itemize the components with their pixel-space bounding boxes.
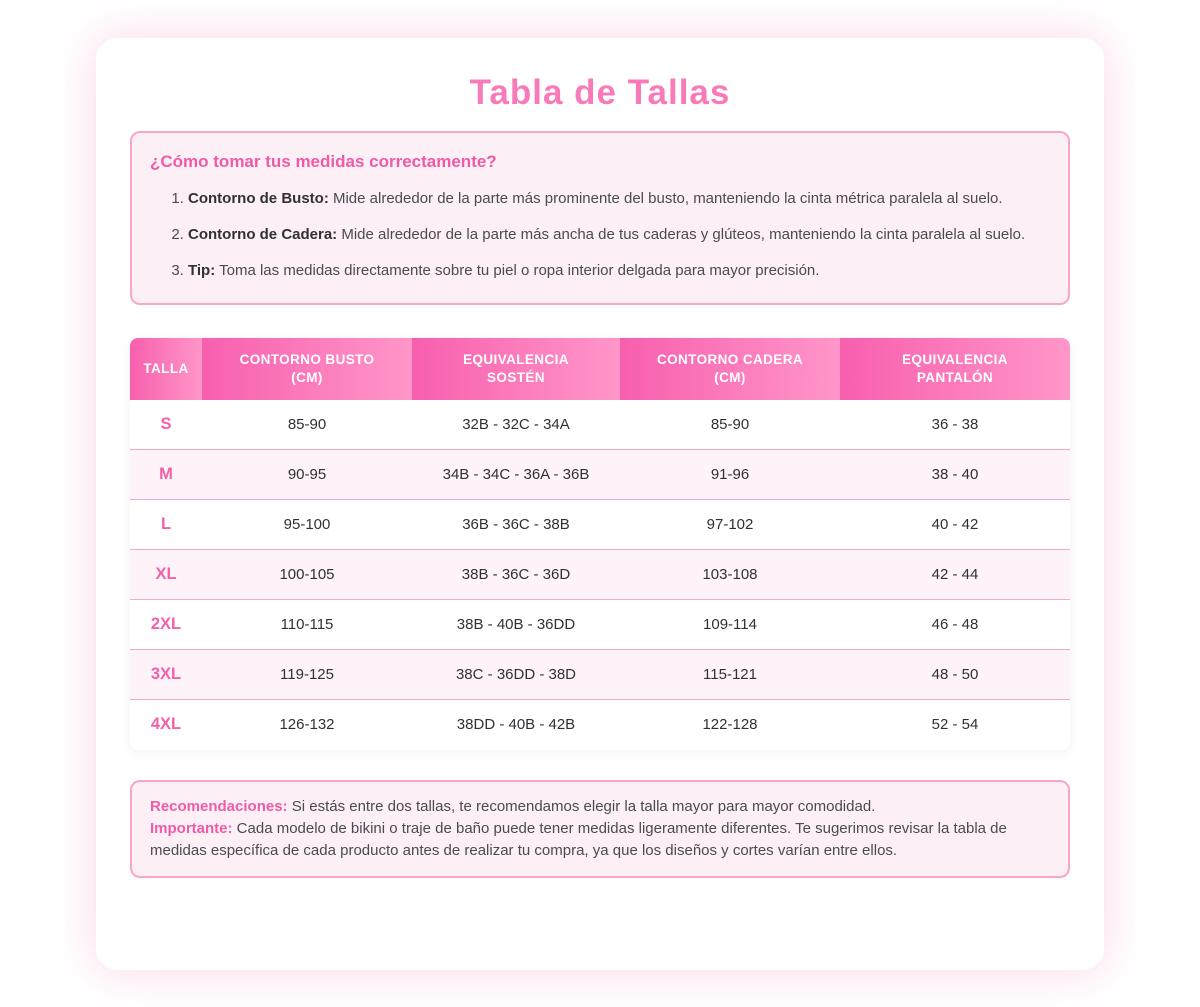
instructions-heading: ¿Cómo tomar tus medidas correctamente? xyxy=(150,151,497,171)
cell-hip: 103-108 xyxy=(620,550,840,600)
size-table-body xyxy=(130,400,1070,750)
table-row xyxy=(130,500,1070,550)
cell-bust: 119-125 xyxy=(202,650,412,700)
cell-hip: 122-128 xyxy=(702,716,758,734)
cell-bra: 38DD - 40B - 42B xyxy=(456,716,576,734)
cell-size: XL xyxy=(130,550,202,600)
instruction-item xyxy=(188,223,1050,247)
column-header-talla xyxy=(130,338,202,400)
cell-hip: 85-90 xyxy=(620,400,840,450)
cell-bra: 38C - 36DD - 38D xyxy=(412,650,620,700)
cell-size: L xyxy=(130,500,202,550)
size-table xyxy=(130,338,1070,750)
cell-bust: 126-132 xyxy=(279,716,335,734)
column-header-contorno-cadera xyxy=(620,338,840,400)
cell-bust: 100-105 xyxy=(202,550,412,600)
table-row xyxy=(130,450,1070,500)
instruction-label: Contorno de Busto: xyxy=(188,189,329,207)
cell-size: 4XL xyxy=(150,715,182,734)
cell-bust: 90-95 xyxy=(202,450,412,500)
cell-bust: 110-115 xyxy=(202,600,412,650)
cell-pant: 46 - 48 xyxy=(840,600,1070,650)
size-table-header xyxy=(130,338,1070,400)
cell-pant: 38 - 40 xyxy=(840,450,1070,500)
table-row xyxy=(130,700,1070,750)
instructions-list xyxy=(150,187,1050,283)
instruction-text: Toma las medidas directamente sobre tu piel o ropa interior delgada para mayor precisión. xyxy=(219,261,820,279)
column-header-equivalencia-pantalon xyxy=(840,338,1070,400)
column-header-equivalencia-sosten-label: EQUIVALENCIA SOSTÉN xyxy=(463,352,569,385)
cell-bra: 38B - 36C - 36D xyxy=(412,550,620,600)
cell-size: 3XL xyxy=(130,650,202,700)
cell-bra: 38B - 40B - 36DD xyxy=(412,600,620,650)
cell-bra: 36B - 36C - 38B xyxy=(412,500,620,550)
instruction-label: Contorno de Cadera: xyxy=(188,225,338,243)
cell-size: M xyxy=(130,450,202,500)
cell-pant: 36 - 38 xyxy=(840,400,1070,450)
cell-bust: 95-100 xyxy=(202,500,412,550)
important-label: Importante: xyxy=(150,819,233,837)
important-text: Cada modelo de bikini o traje de baño puede tener medidas ligeramente diferentes. Te sugerimos revisar la tabla de medidas específica de cada producto antes de realizar tu compra, ya que los diseños y cortes varían entre ellos. xyxy=(150,819,1007,859)
recommendation-text: Si estás entre dos tallas, te recomendamos elegir la talla mayor para mayor comodidad. xyxy=(291,797,876,815)
column-header-equivalencia-sosten xyxy=(412,338,620,400)
size-guide-card xyxy=(96,38,1104,970)
table-row xyxy=(130,400,1070,450)
column-header-talla-label: TALLA xyxy=(143,360,189,376)
cell-hip: 91-96 xyxy=(620,450,840,500)
measurement-instructions-box xyxy=(130,131,1070,305)
recommendation-label: Recomendaciones: xyxy=(150,797,288,815)
page-title: Tabla de Tallas xyxy=(469,73,731,112)
cell-hip: 97-102 xyxy=(620,500,840,550)
column-header-contorno-busto xyxy=(202,338,412,400)
instruction-label: Tip: xyxy=(188,261,216,279)
table-row xyxy=(130,650,1070,700)
instruction-text: Mide alrededor de la parte más ancha de tus caderas y glúteos, manteniendo la cinta paralela al suelo. xyxy=(341,225,1026,243)
instruction-item xyxy=(188,187,1050,211)
notes-box xyxy=(130,780,1070,878)
cell-bra: 34B - 34C - 36A - 36B xyxy=(412,450,620,500)
column-header-contorno-cadera-label: CONTORNO CADERA (CM) xyxy=(656,352,803,385)
recommendation-note xyxy=(150,796,1050,818)
cell-pant: 40 - 42 xyxy=(840,500,1070,550)
cell-pant: 52 - 54 xyxy=(931,716,979,734)
cell-size: S xyxy=(130,400,202,450)
instruction-item xyxy=(188,259,1050,283)
important-note xyxy=(150,818,1050,862)
instruction-text: Mide alrededor de la parte más prominente del busto, manteniendo la cinta métrica paralela al suelo. xyxy=(332,189,1003,207)
cell-size: 2XL xyxy=(130,600,202,650)
cell-bra: 32B - 32C - 34A xyxy=(412,400,620,450)
cell-bust: 85-90 xyxy=(202,400,412,450)
header-row xyxy=(130,338,1070,400)
cell-pant: 42 - 44 xyxy=(840,550,1070,600)
column-header-contorno-busto-label: CONTORNO BUSTO (CM) xyxy=(239,352,375,385)
table-row xyxy=(130,600,1070,650)
cell-pant: 48 - 50 xyxy=(840,650,1070,700)
column-header-equivalencia-pantalon-label: EQUIVALENCIA PANTALÓN xyxy=(902,352,1008,385)
cell-hip: 115-121 xyxy=(620,650,840,700)
table-row xyxy=(130,550,1070,600)
cell-hip: 109-114 xyxy=(620,600,840,650)
